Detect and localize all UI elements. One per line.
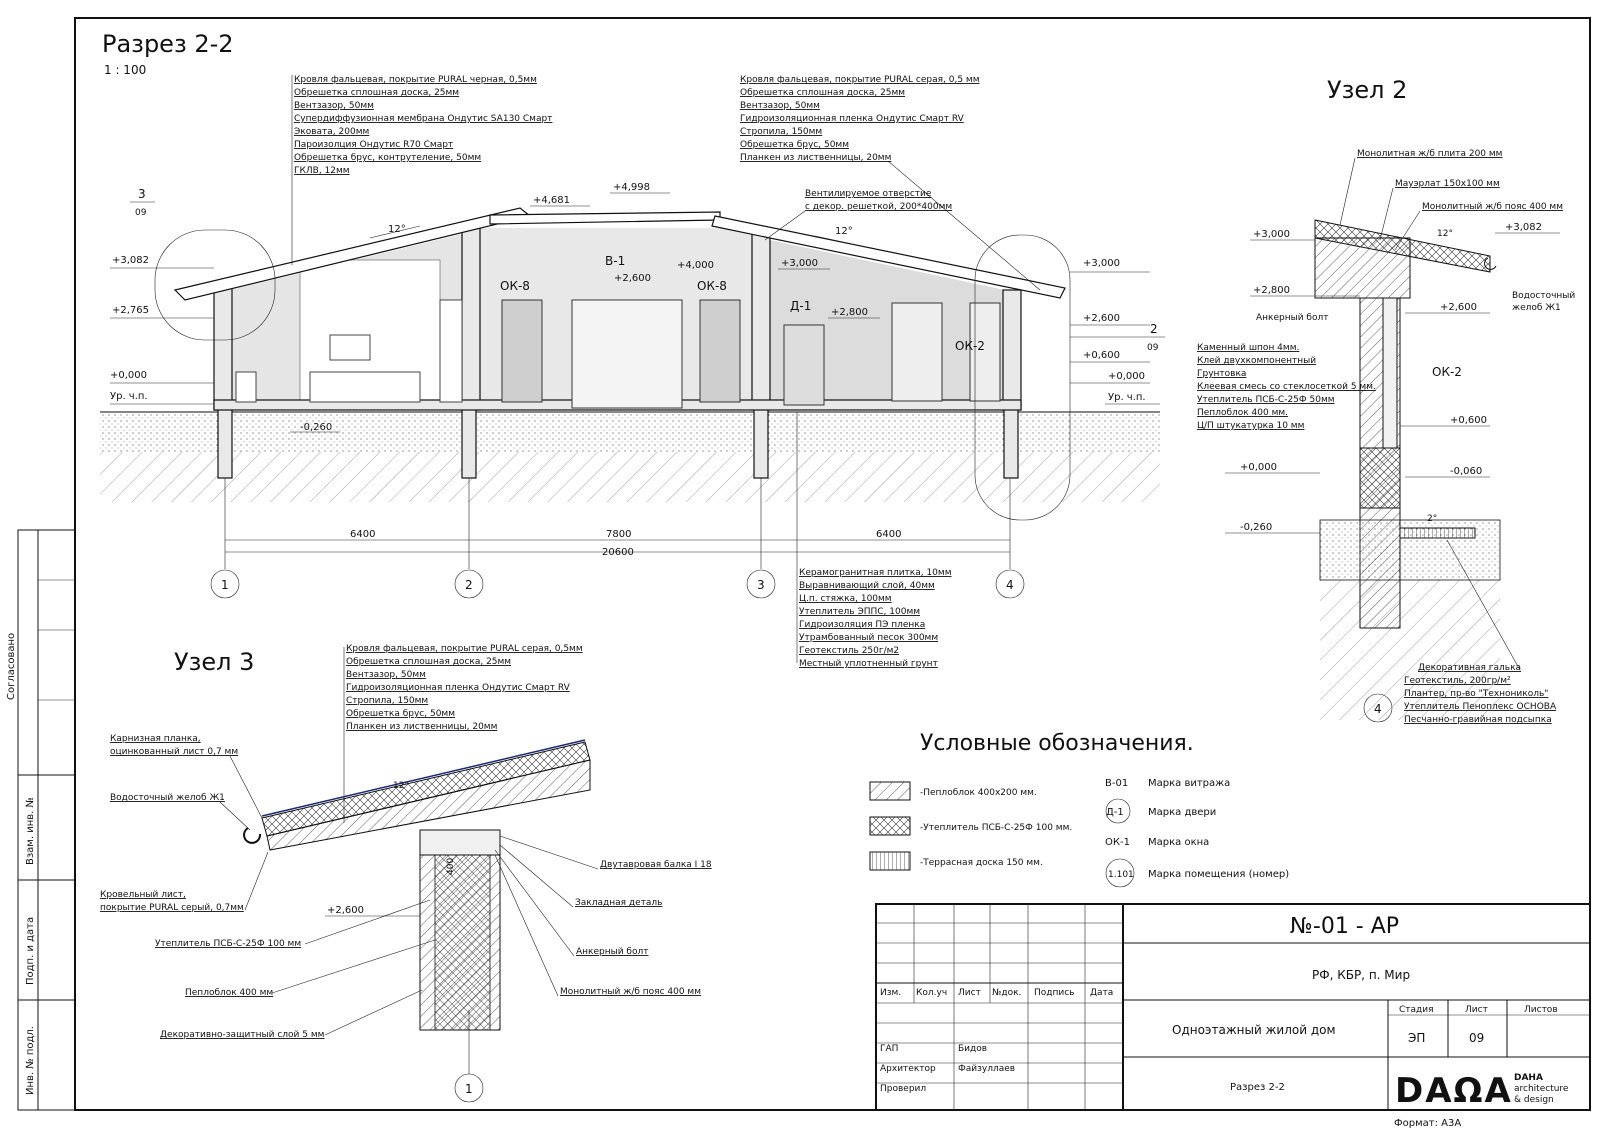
node2-note-0: Монолитная ж/б плита 200 мм (1357, 149, 1503, 159)
legend-text-0: Марка витража (1148, 778, 1231, 789)
floor-layer-2: Ц.п. стяжка, 100мм (799, 594, 892, 604)
node2-wall-5: Пеплоблок 400 мм. (1197, 408, 1289, 418)
level-2765: +2,765 (112, 305, 150, 316)
node2-base-3: Утеплитель Пеноплекс ОСНОВА (1404, 702, 1557, 712)
logo-sub-1: DAHA (1514, 1073, 1543, 1083)
node3-block: Пеплоблок 400 мм (185, 988, 274, 998)
list-value: 09 (1469, 1031, 1485, 1045)
node2-wall-1: Клей двухкомпонентный (1197, 356, 1317, 366)
col-list: Лист (958, 988, 981, 998)
role-2: Проверил (880, 1084, 927, 1094)
node3-angle: 12° (393, 781, 409, 791)
legend-sym-0: В-01 (1105, 778, 1129, 789)
col-kolich: Кол.уч (916, 988, 948, 998)
rlevel-3000: +3,000 (1083, 258, 1121, 269)
side-stamp-agreed: Согласовано (6, 632, 17, 700)
node2-lvl-h: -0,260 (1240, 522, 1273, 533)
legend-hatch-0: -Пеплоблок 400х200 мм. (920, 788, 1037, 798)
section-title: Разрез 2-2 (102, 30, 234, 58)
col-izm: Изм. (880, 988, 902, 998)
node3-axis: 1 (465, 1082, 473, 1096)
mark-ok2: ОК-2 (955, 339, 985, 353)
callout-2-sheet: 09 (1147, 343, 1159, 353)
mark-ok8-right: ОК-8 (697, 279, 727, 293)
callout-3-sheet: 09 (135, 208, 147, 218)
legend (870, 731, 1289, 887)
node3-roof-1: Обрешетка сплошная доска, 25мм (346, 657, 512, 667)
dim-6400-left: 6400 (350, 529, 376, 540)
side-stamp-inv: Инв. № подл. (25, 1026, 36, 1095)
level-3000-mid: +3,000 (781, 258, 819, 269)
node3-roof-0: Кровля фальцевая, покрытие PURAL серая, 0,5мм (346, 644, 583, 654)
node3-belt: Монолитный ж/б пояс 400 мм (560, 987, 701, 997)
mark-v1: В-1 (605, 254, 626, 268)
callout-3-num: 3 (138, 187, 146, 201)
node2-lvl-f: +0,000 (1240, 462, 1278, 473)
levels-right (1070, 258, 1160, 404)
roof-left-6: Обрешетка брус, контрутеление, 50мм (294, 153, 482, 163)
section-2-2 (100, 30, 1165, 669)
roof-right-3: Гидроизоляционная пленка Ондутис Смарт RV (740, 114, 964, 124)
legend-sym-3: 1.101 (1108, 870, 1134, 880)
title-block (876, 904, 1590, 1111)
floor-layer-4: Гидроизоляция ПЭ пленка (799, 620, 926, 630)
axis-bubbles (211, 560, 1024, 598)
roof-left-1: Обрешетка сплошная доска, 25мм (294, 88, 460, 98)
legend-hatch-2: -Террасная доска 150 мм. (920, 858, 1043, 868)
side-stamp (6, 530, 75, 1110)
wall-axis2 (462, 228, 480, 410)
floor-layer-0: Керамогранитная плитка, 10мм (799, 568, 952, 578)
node3-right-notes (495, 836, 712, 997)
side-stamp-signdate: Подп. и дата (25, 916, 36, 985)
name-0: Бидов (958, 1044, 988, 1054)
node2-base-2: Плантер, пр-во "Технониколь" (1404, 689, 1549, 699)
col-ndok: №док. (992, 988, 1022, 998)
vent-note-0: Вентилируемое отверстие (805, 189, 932, 199)
roof-left-2: Вентзазор, 50мм (294, 101, 374, 111)
node2-gutter-0: Водосточный (1512, 291, 1576, 301)
roof-left-4: Эковата, 200мм (294, 127, 370, 137)
node3-gutter: Водосточный желоб Ж1 (110, 793, 225, 803)
axis-4: 4 (1006, 578, 1014, 592)
section-scale: 1 : 100 (104, 63, 147, 77)
dim-total: 20600 (602, 547, 634, 558)
node2-wall-4: Утеплитель ПСБ-С-25Ф 50мм (1197, 395, 1335, 405)
level-4681: +4,681 (533, 195, 571, 206)
legend-hatch-1: -Утеплитель ПСБ-С-25Ф 100 мм. (920, 823, 1073, 833)
project-location: РФ, КБР, п. Мир (1312, 968, 1411, 982)
node2-base-4: Песчанно-гравийная подсыпка (1404, 715, 1552, 725)
legend-sym-1: Д-1 (1106, 807, 1124, 818)
col-podpis: Подпись (1034, 988, 1075, 998)
node3-roof-5: Обрешетка брус, 50мм (346, 709, 456, 719)
node2-gutter-1: желоб Ж1 (1512, 303, 1561, 313)
roof-left-3: Супердиффузионная мембрана Ондутис SA130 Смарт (294, 114, 553, 124)
node2-base-0: Декоративная галька (1418, 663, 1522, 673)
node2-base-1: Геотекстиль, 200гр/м² (1404, 676, 1511, 686)
legend-swatch-insul (870, 817, 910, 835)
ground-fill (100, 412, 1160, 452)
ground-earth (100, 452, 1160, 502)
axis-1: 1 (221, 578, 229, 592)
name-1: Файзуллаев (958, 1064, 1016, 1074)
project-code: №-01 - АР (1290, 914, 1400, 939)
rlevel-0600: +0,600 (1083, 350, 1121, 361)
lists-header: Листов (1524, 1005, 1558, 1015)
node3-level: +2,600 (327, 905, 365, 916)
node3-roof-2: Вентзазор, 50мм (346, 670, 426, 680)
dim-7800: 7800 (606, 529, 632, 540)
node3-left-notes (100, 734, 435, 1040)
legend-title: Условные обозначения. (920, 731, 1194, 756)
rlevel-2600: +2,600 (1083, 313, 1121, 324)
sheet-name: Разрез 2-2 (1230, 1082, 1285, 1093)
node3-embed: Закладная деталь (575, 898, 663, 908)
node3-title: Узел 3 (174, 648, 255, 676)
axis-3: 3 (757, 578, 765, 592)
list-header: Лист (1465, 1005, 1488, 1015)
wall-axis4 (1003, 290, 1021, 410)
wall-axis3 (752, 228, 770, 410)
node3-roof-layers (346, 644, 583, 732)
axis-2: 2 (465, 578, 473, 592)
node3-sheet-1: Кровельный лист, (100, 890, 186, 900)
node3-anchor: Анкерный болт (576, 947, 649, 957)
node2-ok2: ОК-2 (1432, 365, 1462, 379)
legend-text-3: Марка помещения (номер) (1148, 869, 1290, 880)
roof-right-6: Планкен из лиственницы, 20мм (740, 153, 892, 163)
node2-angle: 12° (1437, 229, 1453, 239)
roof-right-1: Обрешетка сплошная доска, 25мм (740, 88, 906, 98)
side-stamp-replace: Взам. инв. № (25, 797, 36, 865)
callout-2-num: 2 (1150, 322, 1158, 336)
level-3082: +3,082 (112, 255, 150, 266)
node2-lvl-b: +3,082 (1505, 222, 1543, 233)
node3-roof-4: Стропила, 150мм (346, 696, 429, 706)
node2-axis: 4 (1374, 702, 1382, 716)
legend-sym-2: ОК-1 (1105, 837, 1130, 848)
level-4000: +4,000 (677, 260, 715, 271)
level-2800: +2,800 (831, 307, 869, 318)
node2-lvl-g: -0,060 (1450, 466, 1483, 477)
node-2 (1197, 76, 1575, 725)
logo-mark: DAΩA (1395, 1071, 1513, 1111)
rlevel-floor: Ур. ч.п. (1108, 392, 1146, 403)
format-label: Формат: А3А (1394, 1118, 1462, 1129)
roof-angle-right: 12° (835, 226, 853, 237)
node-3 (100, 644, 712, 1102)
node2-wall-0: Каменный шпон 4мм. (1197, 343, 1300, 353)
node2-note-1: Мауэрлат 150х100 мм (1395, 179, 1500, 189)
role-0: ГАП (880, 1044, 899, 1054)
level-floor: Ур. ч.п. (110, 391, 148, 402)
logo-sub-3: & design (1514, 1095, 1554, 1105)
logo-sub-2: architecture (1514, 1084, 1569, 1094)
roof-right-0: Кровля фальцевая, покрытие PURAL серая, 0,5 мм (740, 75, 980, 85)
node3-insul: Утеплитель ПСБ-С-25Ф 100 мм (155, 939, 302, 949)
level-0260: -0,260 (300, 422, 333, 433)
roof-left-0: Кровля фальцевая, покрытие PURAL черная, 0,5мм (294, 75, 537, 85)
col-data: Дата (1090, 988, 1114, 998)
node2-note-2: Монолитный ж/б пояс 400 мм (1422, 202, 1563, 212)
floor-layer-1: Выравнивающий слой, 40мм (799, 581, 935, 591)
node3-dim400: 400 (446, 857, 456, 875)
legend-text-2: Марка окна (1148, 837, 1210, 848)
node2-wall-6: Ц/П штукатурка 10 мм (1197, 421, 1305, 431)
mark-d1: Д-1 (790, 299, 812, 313)
node3-eave-2: оцинкованный лист 0,7 мм (110, 747, 239, 757)
node3-eave-1: Карнизная планка, (110, 734, 201, 744)
floor-layer-5: Утрамбованный песок 300мм (799, 633, 939, 643)
level-2600-v1: +2,600 (614, 273, 652, 284)
rlevel-0: +0,000 (1108, 371, 1146, 382)
roof-angle-left: 12° (388, 224, 406, 235)
stage-header: Стадия (1399, 1005, 1434, 1015)
node3-beam: Двутавровая балка I 18 (600, 860, 712, 870)
node2-title: Узел 2 (1327, 76, 1408, 104)
project-name: Одноэтажный жилой дом (1172, 1023, 1336, 1037)
node3-sheet-2: покрытие PURAL серый, 0,7мм (100, 903, 244, 913)
level-4998: +4,998 (613, 182, 651, 193)
node2-lvl-e: +0,600 (1450, 415, 1488, 426)
node2-lvl-d: +2,600 (1440, 302, 1478, 313)
node2-lvl-a: +3,000 (1253, 229, 1291, 240)
roof-right-5: Обрешетка брус, 50мм (740, 140, 850, 150)
level-0: +0,000 (110, 370, 148, 381)
node3-roof-6: Планкен из лиственницы, 20мм (346, 722, 498, 732)
node2-wall-layers (1197, 343, 1376, 431)
roof-right-4: Стропила, 150мм (740, 127, 823, 137)
node3-decor: Декоративно-защитный слой 5 мм (160, 1030, 325, 1040)
node2-lvl-c: +2,800 (1253, 285, 1291, 296)
floor-layer-7: Местный уплотненный грунт (799, 659, 938, 669)
mark-ok8-left: ОК-8 (500, 279, 530, 293)
floor-layer-3: Утеплитель ЭППС, 100мм (799, 607, 921, 617)
vent-note-1: с декор. решеткой, 200*400мм (805, 202, 953, 212)
node2-anchor: Анкерный болт (1256, 313, 1329, 323)
node2-wall-2: Грунтовка (1197, 369, 1247, 379)
legend-text-1: Марка двери (1148, 807, 1217, 818)
wall-axis1 (214, 285, 232, 410)
node2-wall-3: Клеевая смесь со стеклосеткой 5 мм. (1197, 382, 1376, 392)
legend-swatch-deck (870, 852, 910, 870)
floor-layer-6: Геотекстиль 250г/м2 (799, 646, 900, 656)
roof-left-5: Пароизолция Ондутис R70 Смарт (294, 140, 454, 150)
role-1: Архитектор (880, 1064, 936, 1074)
legend-swatch-block (870, 782, 910, 800)
stage-value: ЭП (1408, 1031, 1426, 1045)
node3-roof-3: Гидроизоляционная пленка Ондутис Смарт RV (346, 683, 570, 693)
roof-right-2: Вентзазор, 50мм (740, 101, 820, 111)
dim-6400-right: 6400 (876, 529, 902, 540)
node2-slope: 2° (1427, 514, 1438, 524)
roof-left-7: ГКЛВ, 12мм (294, 166, 350, 176)
